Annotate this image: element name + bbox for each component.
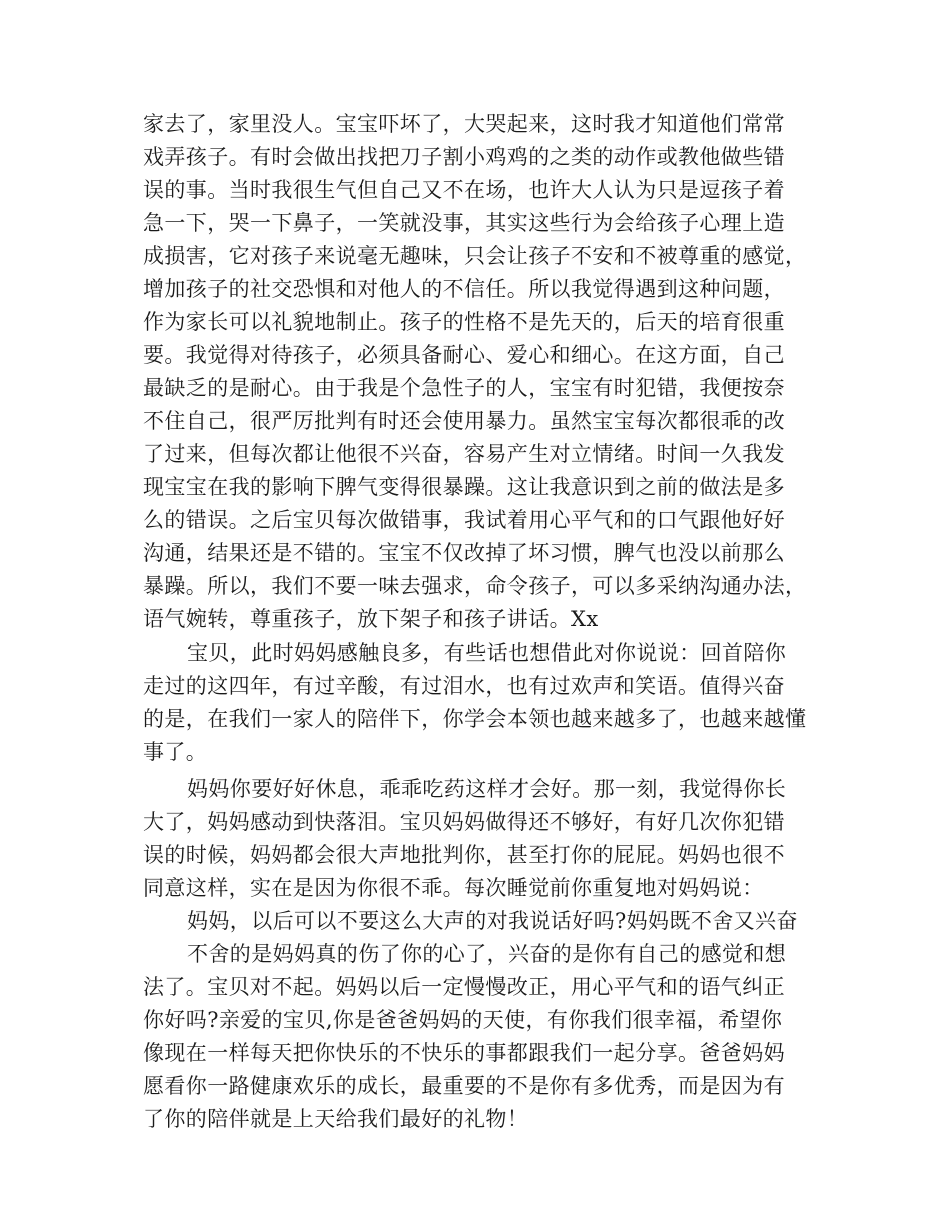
text-line: 现宝宝在我的影响下脾气变得很暴躁。这让我意识到之前的做法是多 [143, 475, 785, 499]
text-line: 最缺乏的是耐心。由于我是个急性子的人，宝宝有时犯错，我便按奈 [143, 376, 785, 400]
text-line: 像现在一样每天把你快乐的不快乐的事都跟我们一起分享。爸爸妈妈 [143, 1041, 785, 1065]
text-line: 大了，妈妈感动到快落泪。宝贝妈妈做得还不够好，有好几次你犯错 [143, 810, 785, 834]
text-line: 作为家长可以礼貌地制止。孩子的性格不是先天的，后天的培育很重 [143, 310, 785, 334]
text-line: 妈妈你要好好休息，乖乖吃药这样才会好。那一刻，我觉得你长 [187, 777, 787, 801]
text-line: 增加孩子的社交恐惧和对他人的不信任。所以我觉得遇到这种问题， [143, 277, 785, 301]
text-line: 走过的这四年，有过辛酸，有过泪水，也有过欢声和笑语。值得兴奋 [143, 674, 785, 698]
text-line: 成损害，它对孩子来说毫无趣味，只会让孩子不安和不被尊重的感觉， [143, 244, 807, 268]
text-line: 的是，在我们一家人的陪伴下，你学会本领也越来越多了，也越来越懂 [143, 707, 807, 731]
text-line: 暴躁。所以，我们不要一味去强求，命令孩子，可以多采纳沟通办法， [143, 574, 807, 598]
text-line: 宝贝，此时妈妈感触良多，有些话也想借此对你说说：回首陪你 [187, 641, 787, 665]
text-line: 家去了，家里没人。宝宝吓坏了，大哭起来，这时我才知道他们常常 [143, 112, 785, 136]
text-line: 语气婉转，尊重孩子，放下架子和孩子讲话。Xx [143, 607, 599, 631]
text-line: 法了。宝贝对不起。妈妈以后一定慢慢改正，用心平气和的语气纠正 [143, 975, 785, 999]
text-line: 愿看你一路健康欢乐的成长，最重要的不是你有多优秀，而是因为有 [143, 1074, 785, 1098]
text-line: 不舍的是妈妈真的伤了你的心了，兴奋的是你有自己的感觉和想 [187, 942, 787, 966]
text-line: 了你的陪伴就是上天给我们最好的礼物！ [143, 1107, 529, 1131]
text-line: 戏弄孩子。有时会做出找把刀子割小鸡鸡的之类的动作或教他做些错 [143, 145, 785, 169]
text-line: 沟通，结果还是不错的。宝宝不仅改掉了坏习惯，脾气也没以前那么 [143, 541, 785, 565]
text-line: 了过来，但每次都让他很不兴奋，容易产生对立情绪。时间一久我发 [143, 442, 785, 466]
text-line: 事了。 [143, 740, 208, 764]
text-line: 不住自己，很严厉批判有时还会使用暴力。虽然宝宝每次都很乖的改 [143, 409, 785, 433]
text-line: 要。我觉得对待孩子，必须具备耐心、爱心和细心。在这方面，自己 [143, 343, 785, 367]
text-line: 误的时候，妈妈都会很大声地批判你，甚至打你的屁屁。妈妈也很不 [143, 843, 785, 867]
text-line: 你好吗?亲爱的宝贝,你是爸爸妈妈的天使，有你我们很幸福，希望你 [143, 1008, 783, 1032]
text-line: 么的错误。之后宝贝每次做错事，我试着用心平气和的口气跟他好好 [143, 508, 785, 532]
text-line: 妈妈，以后可以不要这么大声的对我说话好吗?妈妈既不舍又兴奋 [187, 909, 798, 933]
text-line: 误的事。当时我很生气但自己又不在场，也许大人认为只是逗孩子着 [143, 178, 785, 202]
text-line: 同意这样，实在是因为你很不乖。每次睡觉前你重复地对妈妈说： [143, 876, 764, 900]
text-line: 急一下，哭一下鼻子，一笑就没事，其实这些行为会给孩子心理上造 [143, 211, 785, 235]
